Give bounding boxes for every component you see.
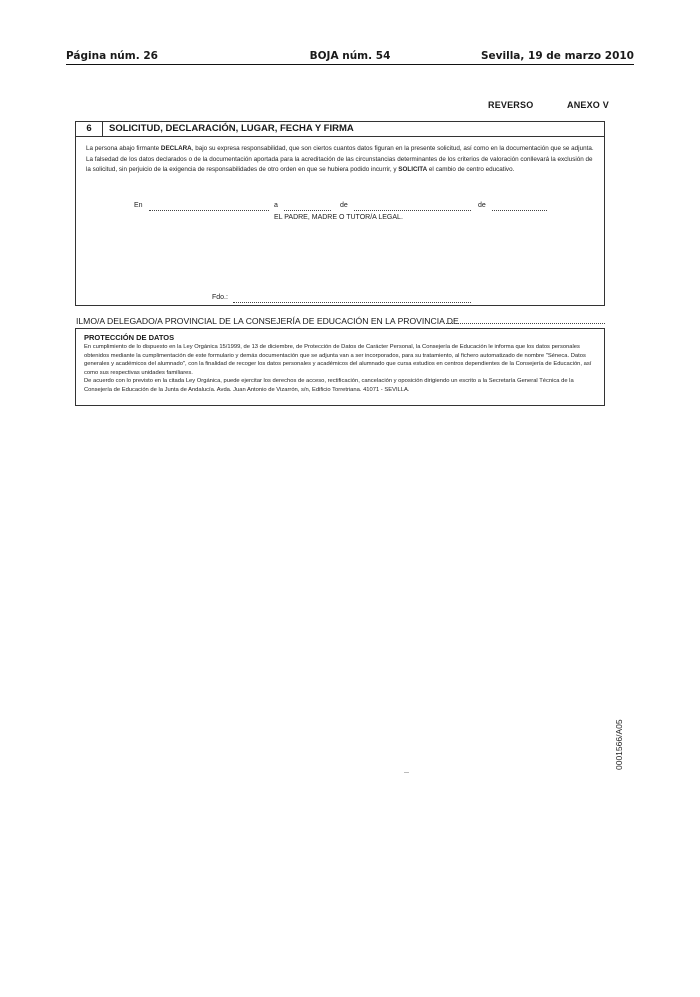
data-protection-paragraph-2: De acuerdo con lo previsto en la citada Ley Orgánica, puede ejercitar los derechos de acceso, rectificación, cancelación y oposición dirigiendo un escrito a la Secretaría General Técnica de la Consejería de Educación de la Junta de Andalucía. Avda. Juan Antonio de Vizarrón, s/n, Edificio Torretriana. 41071 - SEVILLA. (84, 378, 574, 393)
page-number: Página núm. 26 (66, 50, 158, 62)
year-field[interactable] (492, 210, 547, 211)
place-de-label-1: de (340, 202, 348, 209)
declara-keyword: DECLARA (160, 145, 192, 152)
addressee-line: ILMO/A DELEGADO/A PROVINCIAL DE LA CONSEJERÍA DE EDUCACIÓN EN LA PROVINCIA DE (76, 316, 459, 326)
section-6-box (75, 121, 605, 306)
document-code: 0001566/A05 (614, 719, 624, 770)
data-protection-paragraph-1: En cumplimiento de lo dispuesto en la Ley Orgánica 15/1999, de 13 de diciembre, de Protección de Datos de Carácter Personal, la Consejería de Educación le informa que los datos personales obtenidos mediante la cumplimentación de este formulario y demás documentación que se adjunta van a ser incorporados, para su tratamiento, al fichero automatizado de nombre "Séneca. Datos generales y académicos del alumnado", con la finalidad de recoger los datos personales y académicos del alumnado que cursa estudios en centros dependientes de la Consejería de Educación, así como sus respectivas unidades familiares. (84, 344, 592, 376)
month-field[interactable] (354, 210, 471, 211)
data-protection-text (84, 343, 596, 395)
declaration-body: , bajo su expresa responsabilidad, que son ciertos cuantos datos figuran en la presente solicitud, así como en la documentación que se adjunta. La falsedad de los datos declarados o de la documentación aportada para la acreditación de las circunstancias determinantes de los criterios de valoración conllevará la exclusión de la solicitud, sin perjuicio de la exigencia de responsabilidades de otro orden en que se hubiera podido incurrir, y (86, 145, 594, 173)
place-field[interactable] (149, 210, 269, 211)
section-6-header (76, 122, 604, 137)
declaration-text (86, 144, 596, 176)
section-number: 6 (76, 122, 103, 136)
place-date-line (76, 202, 604, 214)
publication-date: Sevilla, 19 de marzo 2010 (480, 50, 634, 62)
day-field[interactable] (284, 210, 331, 211)
reverso-label: REVERSO (488, 100, 534, 110)
data-protection-box (75, 328, 605, 406)
declaration-end: el cambio de centro educativo. (427, 166, 515, 173)
scan-speck (404, 772, 409, 773)
place-a-label: a (274, 202, 278, 209)
page-header (66, 50, 634, 65)
signature-field[interactable] (233, 302, 471, 303)
place-de-label-2: de (478, 202, 486, 209)
signer-label: EL PADRE, MADRE O TUTOR/A LEGAL. (274, 214, 403, 221)
fdo-label: Fdo.: (212, 294, 228, 301)
journal-number: BOJA núm. 54 (309, 50, 391, 62)
anexo-label: ANEXO V (567, 100, 609, 110)
solicita-keyword: SOLICITA (398, 166, 428, 173)
place-en-label: En (134, 202, 143, 209)
data-protection-title: PROTECCIÓN DE DATOS (84, 333, 175, 342)
declaration-intro: La persona abajo firmante (86, 145, 161, 152)
province-field[interactable] (444, 323, 605, 324)
section-title: SOLICITUD, DECLARACIÓN, LUGAR, FECHA Y FIRMA (109, 123, 354, 134)
